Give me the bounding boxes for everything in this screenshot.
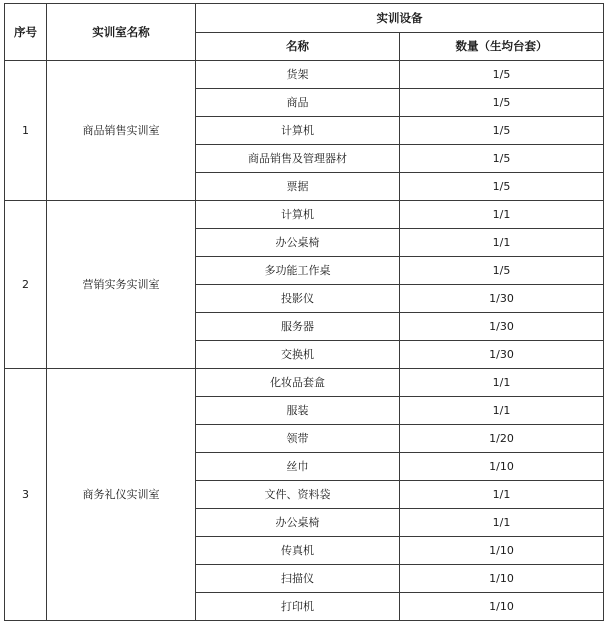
header-room-name: 实训室名称 xyxy=(47,4,196,61)
cell-equipment-name: 打印机 xyxy=(196,593,400,621)
cell-equipment-name: 传真机 xyxy=(196,537,400,565)
header-quantity: 数量（生均台套） xyxy=(400,33,604,61)
cell-quantity: 1/1 xyxy=(400,481,604,509)
cell-equipment-name: 商品销售及管理器材 xyxy=(196,145,400,173)
cell-equipment-name: 交换机 xyxy=(196,341,400,369)
cell-equipment-name: 货架 xyxy=(196,61,400,89)
cell-quantity: 1/30 xyxy=(400,285,604,313)
cell-quantity: 1/30 xyxy=(400,341,604,369)
cell-quantity: 1/10 xyxy=(400,537,604,565)
cell-equipment-name: 多功能工作桌 xyxy=(196,257,400,285)
cell-equipment-name: 丝巾 xyxy=(196,453,400,481)
cell-quantity: 1/1 xyxy=(400,369,604,397)
equipment-table xyxy=(4,3,604,621)
cell-equipment-name: 服装 xyxy=(196,397,400,425)
header-equipment-group: 实训设备 xyxy=(196,4,604,33)
cell-quantity: 1/5 xyxy=(400,61,604,89)
cell-quantity: 1/1 xyxy=(400,201,604,229)
cell-room-name: 商务礼仪实训室 xyxy=(47,369,196,621)
header-equipment-name: 名称 xyxy=(196,33,400,61)
cell-equipment-name: 票据 xyxy=(196,173,400,201)
cell-equipment-name: 商品 xyxy=(196,89,400,117)
cell-quantity: 1/30 xyxy=(400,313,604,341)
cell-equipment-name: 扫描仪 xyxy=(196,565,400,593)
header-seq: 序号 xyxy=(5,4,47,61)
cell-equipment-name: 计算机 xyxy=(196,117,400,145)
table-row xyxy=(5,201,604,229)
cell-quantity: 1/20 xyxy=(400,425,604,453)
cell-quantity: 1/5 xyxy=(400,145,604,173)
cell-quantity: 1/10 xyxy=(400,453,604,481)
cell-quantity: 1/5 xyxy=(400,257,604,285)
cell-seq: 3 xyxy=(5,369,47,621)
cell-quantity: 1/1 xyxy=(400,397,604,425)
cell-equipment-name: 文件、资料袋 xyxy=(196,481,400,509)
cell-quantity: 1/5 xyxy=(400,117,604,145)
cell-quantity: 1/1 xyxy=(400,509,604,537)
cell-quantity: 1/5 xyxy=(400,89,604,117)
cell-seq: 2 xyxy=(5,201,47,369)
cell-equipment-name: 化妆品套盒 xyxy=(196,369,400,397)
table-body xyxy=(5,61,604,621)
table-row xyxy=(5,369,604,397)
cell-equipment-name: 计算机 xyxy=(196,201,400,229)
cell-seq: 1 xyxy=(5,61,47,201)
cell-equipment-name: 办公桌椅 xyxy=(196,229,400,257)
cell-quantity: 1/10 xyxy=(400,593,604,621)
cell-quantity: 1/1 xyxy=(400,229,604,257)
cell-room-name: 商品销售实训室 xyxy=(47,61,196,201)
cell-quantity: 1/5 xyxy=(400,173,604,201)
cell-quantity: 1/10 xyxy=(400,565,604,593)
cell-room-name: 营销实务实训室 xyxy=(47,201,196,369)
cell-equipment-name: 投影仪 xyxy=(196,285,400,313)
table-row xyxy=(5,61,604,89)
cell-equipment-name: 办公桌椅 xyxy=(196,509,400,537)
cell-equipment-name: 领带 xyxy=(196,425,400,453)
cell-equipment-name: 服务器 xyxy=(196,313,400,341)
